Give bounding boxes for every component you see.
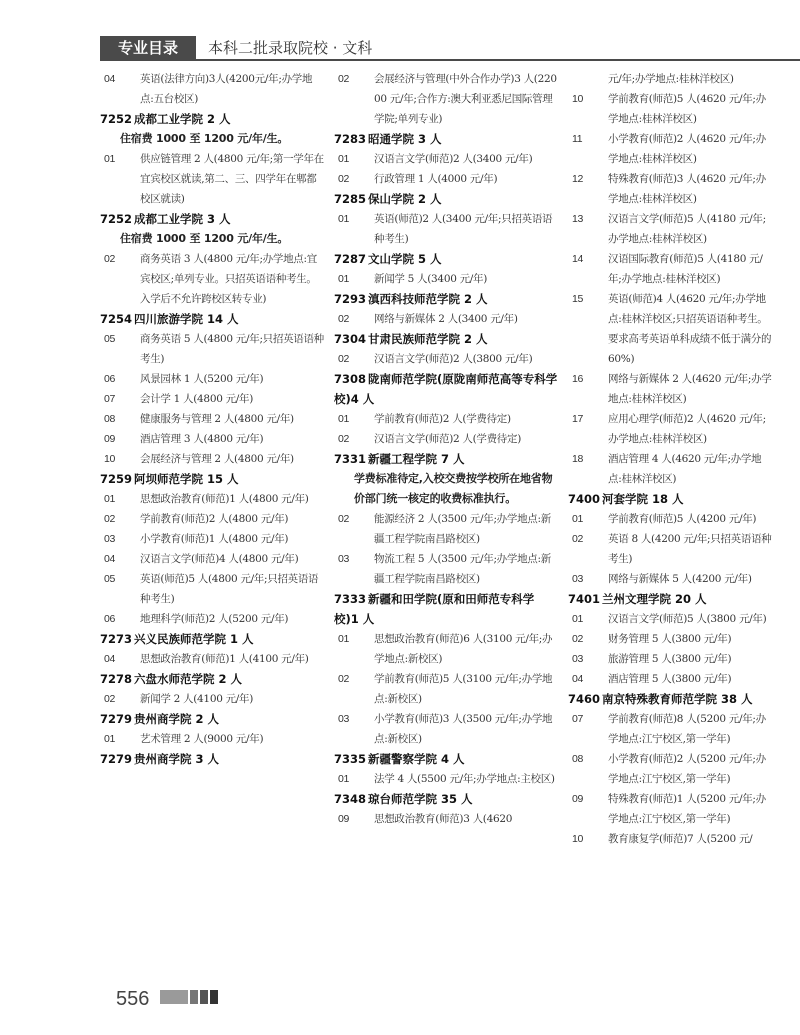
major-code: 02 [338,173,350,185]
major-text: 地理科学(师范)2 人(5200 元/年) [140,613,289,625]
major-entry [100,149,324,209]
major-text: 法学 4 人(5500 元/年;办学地点:主校区) [374,773,555,785]
major-code: 01 [338,633,350,645]
major-text: 小学教育(师范)2 人(4620 元/年;办学地点:桂林洋校区) [608,133,766,165]
institution-code: 7285 [334,192,367,206]
major-entry [100,729,324,749]
institution-name: 文山学院 5 人 [368,252,442,266]
major-text: 旅游管理 5 人(3800 元/年) [608,653,732,665]
major-entry [334,169,558,189]
institution-code: 7259 [100,472,133,486]
major-code: 02 [572,533,584,545]
major-text: 英语(师范)4 人(4620 元/年;办学地点:桂林洋校区;只招英语语种考生。要求高考英语单科成绩不低于满分的60%) [608,293,772,365]
header-subtitle: 本科二批录取院校 · 文科 [208,39,373,57]
major-text: 会展经济与管理(中外合作办学)3 人(22000 元/年;合作方:澳大利亚悉尼国际管理学院;单列专业) [374,73,557,125]
column-middle [334,69,558,829]
major-entry [100,689,324,709]
major-entry [100,609,324,629]
institution-code: 7278 [100,672,133,686]
major-text: 酒店管理 3 人(4800 元/年) [140,433,264,445]
major-text: 特殊教育(师范)3 人(4620 元/年;办学地点:桂林洋校区) [608,173,766,205]
major-text: 商务英语 5 人(4800 元/年;只招英语语种考生) [140,333,324,365]
major-code: 02 [104,513,116,525]
major-code: 02 [338,433,350,445]
major-entry [100,389,324,409]
institution-name: 兰州文理学院 20 人 [602,592,707,606]
header-rule [100,59,800,61]
institution-heading [334,329,558,349]
major-code: 04 [104,73,116,85]
major-entry [100,69,324,109]
major-code: 01 [338,153,350,165]
major-code: 11 [572,133,583,145]
column-left [100,69,324,769]
major-entry [568,409,772,449]
major-code: 10 [572,833,584,845]
major-code: 04 [572,673,584,685]
major-entry [568,289,772,369]
major-code: 15 [572,293,584,305]
column-right [568,69,772,849]
major-entry [568,529,772,569]
major-code: 03 [338,713,350,725]
institution-name: 陇南师范学院(原陇南师范高等专科学校)4 人 [334,372,558,406]
major-code: 05 [104,573,116,585]
major-entry [334,269,558,289]
major-entry [334,629,558,669]
major-text: 健康服务与管理 2 人(4800 元/年) [140,413,294,425]
major-code: 17 [572,413,584,425]
institution-code: 7460 [568,692,601,706]
major-entry [568,449,772,489]
institution-code: 7348 [334,792,367,806]
major-entry [334,69,558,129]
major-text: 新闻学 5 人(3400 元/年) [374,273,488,285]
major-text: 英语(师范)2 人(3400 元/年;只招英语语种考生) [374,213,553,245]
major-entry [568,169,772,209]
section-tag: 专业目录 [100,36,196,60]
major-entry [334,409,558,429]
major-code: 03 [104,533,116,545]
major-code: 01 [104,153,116,165]
institution-heading [334,129,558,149]
major-code: 18 [572,453,584,465]
institution-code: 7283 [334,132,367,146]
major-code: 01 [104,733,116,745]
institution-code: 7400 [568,492,601,506]
major-code: 02 [338,73,350,85]
major-code: 12 [572,173,584,185]
major-text: 汉语言文学(师范)4 人(4800 元/年) [140,553,299,565]
major-code: 16 [572,373,584,385]
institution-name: 昭通学院 3 人 [368,132,442,146]
major-entry [334,549,558,589]
major-text: 物流工程 5 人(3500 元/年;办学地点:新疆工程学院南昌路校区) [374,553,551,585]
major-entry [100,409,324,429]
major-code: 07 [572,713,584,725]
institution-heading [100,469,324,489]
major-text: 汉语言文学(师范)5 人(3800 元/年) [608,613,767,625]
institution-code: 7287 [334,252,367,266]
major-entry [334,709,558,749]
institution-note: 住宿费 1000 至 1200 元/年/生。 [120,232,289,245]
institution-code: 7401 [568,592,601,606]
institution-code: 7279 [100,712,133,726]
major-text: 财务管理 5 人(3800 元/年) [608,633,732,645]
institution-heading [100,209,324,229]
major-entry [334,809,558,829]
major-entry [568,749,772,789]
institution-code: 7254 [100,312,133,326]
major-code: 01 [338,773,350,785]
institution-name: 琼台师范学院 35 人 [368,792,473,806]
major-text: 网络与新媒体 5 人(4200 元/年) [608,573,752,585]
major-code: 06 [104,373,116,385]
major-text: 英语(师范)5 人(4800 元/年;只招英语语种考生) [140,573,319,605]
major-code: 01 [338,273,350,285]
major-code: 01 [572,513,584,525]
major-code: 08 [104,413,116,425]
major-code: 02 [104,253,116,265]
major-text: 供应链管理 2 人(4800 元/年;第一学年在宜宾校区就读,第二、三、四学年在郫都校区就读) [140,153,324,205]
major-code: 07 [104,393,116,405]
major-text: 学前教育(师范)5 人(4620 元/年;办学地点:桂林洋校区) [608,93,766,125]
institution-heading [334,289,558,309]
major-text: 小学教育(师范)2 人(5200 元/年;办学地点:江宁校区,第一学年) [608,753,766,785]
major-code: 04 [104,653,116,665]
major-entry [334,669,558,709]
major-text: 思想政治教育(师范)1 人(4100 元/年) [140,653,309,665]
major-text: 教育康复学(师范)7 人(5200 元/ [608,833,753,845]
major-text: 英语 8 人(4200 元/年;只招英语语种考生) [608,533,772,565]
major-entry [334,309,558,329]
major-code: 02 [572,633,584,645]
major-entry [334,349,558,369]
major-code: 09 [104,433,116,445]
major-text: 学前教育(师范)2 人(4800 元/年) [140,513,289,525]
institution-note: 住宿费 1000 至 1200 元/年/生。 [120,132,289,145]
institution-code: 7273 [100,632,133,646]
major-entry [334,429,558,449]
major-entry [568,649,772,669]
major-entry [100,329,324,369]
major-text: 会展经济与管理 2 人(4800 元/年) [140,453,294,465]
major-text: 汉语言文学(师范)2 人(3400 元/年) [374,153,533,165]
major-code: 02 [338,673,350,685]
institution-name: 兴义民族师范学院 1 人 [134,632,254,646]
institution-name: 成都工业学院 2 人 [134,112,231,126]
major-text: 应用心理学(师范)2 人(4620 元/年;办学地点:桂林洋校区) [608,413,766,445]
major-entry [100,369,324,389]
major-entry [568,669,772,689]
major-code: 03 [572,653,584,665]
major-text: 酒店管理 5 人(3800 元/年) [608,673,732,685]
major-text: 汉语国际教育(师范)5 人(4180 元/年;办学地点:桂林洋校区) [608,253,763,285]
major-entry [100,429,324,449]
major-code: 02 [338,313,350,325]
institution-name: 贵州商学院 2 人 [134,712,220,726]
major-code: 03 [338,553,350,565]
page-header [100,36,800,60]
institution-name: 新疆工程学院 7 人 [368,452,465,466]
major-code: 03 [572,573,584,585]
major-text: 汉语言文学(师范)5 人(4180 元/年;办学地点:桂林洋校区) [608,213,766,245]
major-text: 思想政治教育(师范)3 人(4620 [374,813,513,825]
major-code: 02 [338,353,350,365]
major-text: 会计学 1 人(4800 元/年) [140,393,254,405]
institution-name: 保山学院 2 人 [368,192,442,206]
major-text: 行政管理 1 人(4000 元/年) [374,173,498,185]
major-entry [100,649,324,669]
major-text: 网络与新媒体 2 人(3400 元/年) [374,313,518,325]
major-entry [568,569,772,589]
major-text: 风景园林 1 人(5200 元/年) [140,373,264,385]
major-entry [568,789,772,829]
institution-heading [100,109,324,129]
major-text: 汉语言文学(师范)2 人(学费待定) [374,433,522,445]
institution-name: 新疆和田学院(原和田师范专科学校)1 人 [334,592,535,626]
institution-name: 贵州商学院 3 人 [134,752,220,766]
major-code: 08 [572,753,584,765]
institution-heading [100,629,324,649]
institution-heading [334,449,558,469]
major-text: 能源经济 2 人(3500 元/年;办学地点:新疆工程学院南昌路校区) [374,513,551,545]
major-text: 小学教育(师范)1 人(4800 元/年) [140,533,289,545]
major-entry [568,609,772,629]
major-code: 10 [104,453,116,465]
major-code: 01 [338,213,350,225]
major-text: 学前教育(师范)5 人(3100 元/年;办学地点:新校区) [374,673,553,705]
major-code: 01 [572,613,584,625]
major-entry [568,129,772,169]
major-entry [568,629,772,649]
major-text: 汉语言文学(师范)2 人(3800 元/年) [374,353,533,365]
major-text: 学前教育(师范)2 人(学费待定) [374,413,511,425]
institution-heading [334,749,558,769]
institution-name: 四川旅游学院 14 人 [134,312,239,326]
major-entry [568,709,772,749]
institution-heading [334,369,558,409]
institution-code: 7293 [334,292,367,306]
major-entry [334,209,558,249]
institution-name: 河套学院 18 人 [602,492,684,506]
institution-name: 成都工业学院 3 人 [134,212,231,226]
major-entry [568,249,772,289]
major-text: 思想政治教育(师范)1 人(4800 元/年) [140,493,309,505]
institution-heading [100,709,324,729]
major-code: 04 [104,553,116,565]
major-code: 01 [104,493,116,505]
institution-name: 新疆警察学院 4 人 [368,752,465,766]
institution-heading [100,669,324,689]
institution-heading [568,489,772,509]
institution-name: 南京特殊教育师范学院 38 人 [602,692,753,706]
major-code: 10 [572,93,584,105]
page-number: 556 [116,988,150,1010]
major-text: 小学教育(师范)3 人(3500 元/年;办学地点:新校区) [374,713,553,745]
major-code: 01 [338,413,350,425]
major-code: 02 [104,693,116,705]
major-text: 学前教育(师范)8 人(5200 元/年;办学地点:江宁校区,第一学年) [608,713,766,745]
major-continuation [568,69,772,89]
institution-code: 7335 [334,752,367,766]
institution-heading [100,749,324,769]
major-text: 艺术管理 2 人(9000 元/年) [140,733,264,745]
institution-code: 7331 [334,452,367,466]
major-text: 新闻学 2 人(4100 元/年) [140,693,254,705]
institution-heading [334,589,558,629]
institution-name: 六盘水师范学院 2 人 [134,672,243,686]
major-entry [568,369,772,409]
major-text: 网络与新媒体 2 人(4620 元/年;办学地点:桂林洋校区) [608,373,772,405]
major-entry [100,249,324,309]
institution-code: 7304 [334,332,367,346]
major-entry [100,489,324,509]
institution-code: 7252 [100,212,133,226]
institution-code: 7308 [334,372,367,386]
major-entry [568,89,772,129]
major-entry [100,529,324,549]
major-entry [334,509,558,549]
major-text: 学前教育(师范)5 人(4200 元/年) [608,513,757,525]
major-entry [568,509,772,529]
major-text: 思想政治教育(师范)6 人(3100 元/年;办学地点:新校区) [374,633,553,665]
major-entry [334,769,558,789]
major-text: 特殊教育(师范)1 人(5200 元/年;办学地点:江宁校区,第一学年) [608,793,766,825]
institution-code: 7252 [100,112,133,126]
major-code: 05 [104,333,116,345]
major-code: 02 [338,513,350,525]
institution-heading [100,309,324,329]
major-code: 13 [572,213,584,225]
major-text: 英语(法律方向)3人(4200元/年;办学地点:五台校区) [140,73,313,105]
institution-heading [334,249,558,269]
institution-note: 学费标准待定,入校交费按学校所在地省物价部门统一核定的收费标准执行。 [354,472,553,505]
institution-heading [334,189,558,209]
major-text: 酒店管理 4 人(4620 元/年;办学地点:桂林洋校区) [608,453,762,485]
institution-name: 甘肃民族师范学院 2 人 [368,332,488,346]
major-code: 09 [572,793,584,805]
major-text: 元/年;办学地点:桂林洋校区) [608,73,734,85]
major-entry [568,209,772,249]
institution-heading [568,589,772,609]
major-entry [100,509,324,529]
major-entry [100,549,324,569]
major-code: 14 [572,253,584,265]
major-code: 09 [338,813,350,825]
major-code: 06 [104,613,116,625]
major-entry [100,569,324,609]
institution-name: 滇西科技师范学院 2 人 [368,292,488,306]
major-text: 商务英语 3 人(4800 元/年;办学地点:宜宾校区;单列专业。只招英语语种考生。入学后不允许跨校区转专业) [140,253,317,305]
major-entry [334,149,558,169]
institution-code: 7333 [334,592,367,606]
institution-name: 阿坝师范学院 15 人 [134,472,239,486]
institution-code: 7279 [100,752,133,766]
major-entry [568,829,772,849]
institution-heading [568,689,772,709]
major-entry [100,449,324,469]
institution-heading [334,789,558,809]
